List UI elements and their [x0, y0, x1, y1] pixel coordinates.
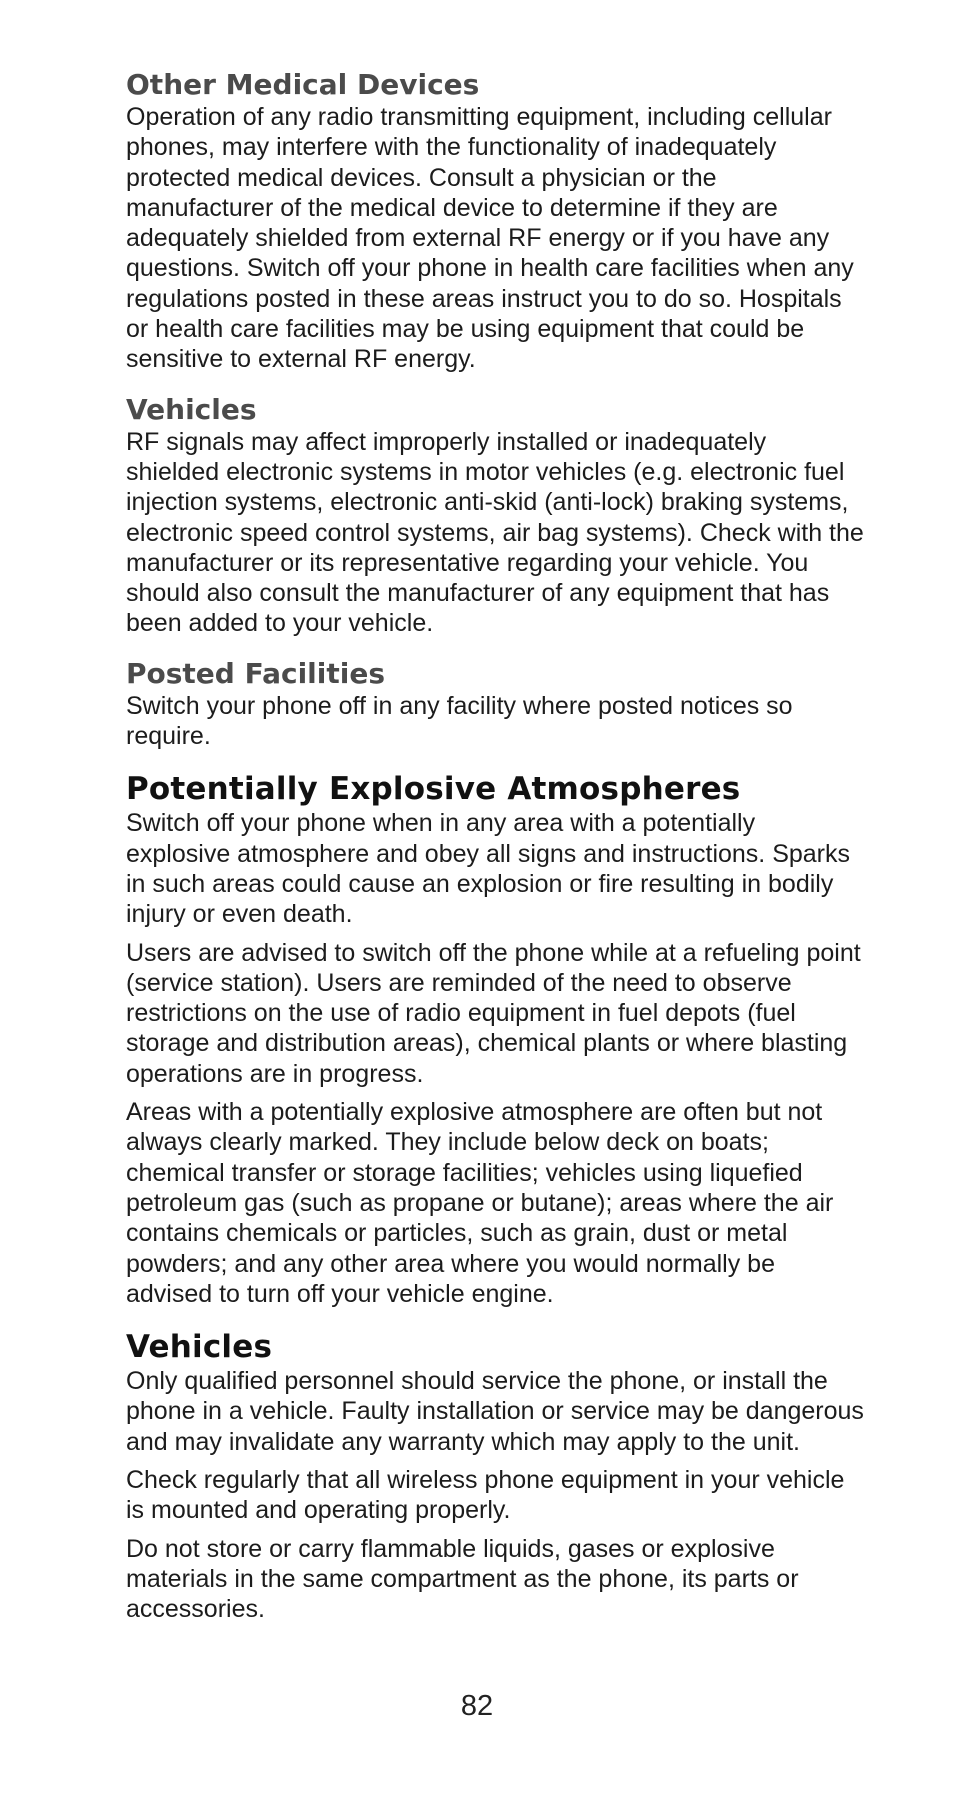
paragraph: Users are advised to switch off the phone while at a refueling point (service station). Users are reminded of the need to observe restrictions on the use of radio equipment in fuel depots (fuel storage and distribution areas), chemical plants or where blasting operations are in progress. — [126, 938, 861, 1088]
heading-other-medical-devices: Other Medical Devices — [126, 68, 480, 101]
heading-posted-facilities: Posted Facilities — [126, 656, 385, 690]
paragraph: Switch your phone off in any facility where posted notices so require. — [126, 691, 793, 751]
paragraph: RF signals may affect improperly installed or inadequately shielded electronic systems in motor vehicles (e.g. electronic fuel injection systems, electronic anti-skid (anti-lock) braking systems, electronic speed control systems, air bag systems). Check with the manufacturer or its representative regarding your vehicle. You should also consult the manufacturer of any equipment that has been added to your vehicle. — [126, 427, 864, 638]
heading-vehicles-service: Vehicles — [126, 1329, 273, 1366]
paragraph: Do not store or carry flammable liquids, gases or explosive materials in the same compartment as the phone, its parts or accessories. — [126, 1534, 799, 1624]
heading-potentially-explosive-atmospheres: Potentially Explosive Atmospheres — [126, 771, 741, 808]
heading-vehicles-rf: Vehicles — [126, 392, 257, 426]
paragraph: Areas with a potentially explosive atmosphere are often but not always clearly marked. They include below deck on boats; chemical transfer or storage facilities; vehicles using liquefied petroleum gas (such as propane or butane); areas where the air contains chemicals or particles, such as grain, dust or metal powders; and any other area where you would normally be advised to turn off your vehicle engine. — [126, 1098, 834, 1308]
paragraph: Check regularly that all wireless phone equipment in your vehicle is mounted and operating properly. — [126, 1465, 845, 1525]
section-other-medical-devices — [126, 68, 866, 375]
section-potentially-explosive-atmospheres — [126, 771, 866, 1309]
paragraph: Operation of any radio transmitting equipment, including cellular phones, may interfere with the functionality of inadequately protected medical devices. Consult a physician or the manufacturer of the medical device to determine if they are adequately shielded from external RF energy or if you have any questions. Switch off your phone in health care facilities when any regulations posted in these areas instruct you to do so. Hospitals or health care facilities may be using equipment that could be sensitive to external RF energy. — [126, 103, 854, 374]
section-posted-facilities — [126, 657, 866, 752]
page-number: 82 — [460, 1690, 494, 1722]
section-vehicles-rf — [126, 393, 866, 639]
paragraph: Switch off your phone when in any area with a potentially explosive atmosphere and obey all signs and instructions. Sparks in such areas could cause an explosion or fire resulting in bodily injury or even death. — [126, 809, 851, 929]
paragraph: Only qualified personnel should service the phone, or install the phone in a vehicle. Faulty installation or service may be dangerous and may invalidate any warranty which may apply to the unit. — [126, 1367, 864, 1456]
document-page — [126, 68, 866, 1624]
section-vehicles-service — [126, 1329, 866, 1624]
